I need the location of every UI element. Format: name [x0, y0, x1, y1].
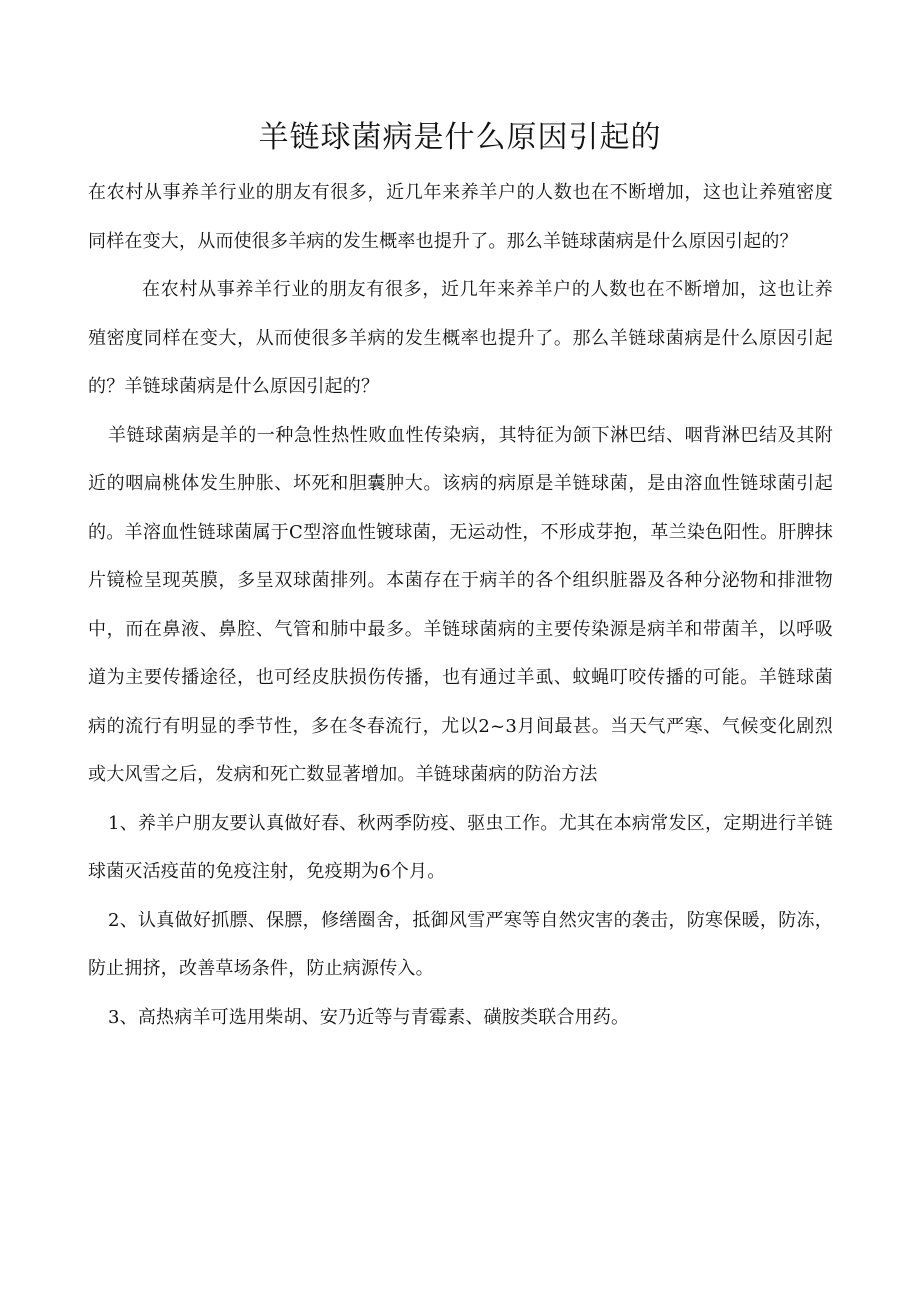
paragraph-intro: 在农村从事养羊行业的朋友有很多，近几年来养羊户的人数也在不断增加，这也让养殖密度同样在变大，从而使很多羊病的发生概率也提升了。那么羊链球菌病是什么原因引起的？: [88, 182, 833, 252]
paragraph-intro-repeat: 在农村从事养羊行业的朋友有很多，近几年来养羊户的人数也在不断增加，这也让养殖密度同样在变大，从而使很多羊病的发生概率也提升了。那么羊链球菌病是什么原因引起的？羊链球菌病是什么原因引起的？: [88, 279, 833, 397]
paragraph-disease-description: 羊链球菌病是羊的一种急性热性败血性传染病，其特征为颌下淋巴结、咽背淋巴结及其附近的咽扁桃体发生肿胀、坏死和胆囊肿大。该病的病原是羊链球菌，是由溶血性链球菌引起的。羊溶血性链球菌属于C型溶血性镀球菌，无运动性，不形成芽抱，革兰染色阳性。肝脾抹片镜检呈现英膜，多呈双球菌排列。本菌存在于病羊的各个组织脏器及各种分泌物和排泄物中，而在鼻液、鼻腔、气管和肺中最多。羊链球菌病的主要传染源是病羊和带菌羊，以呼吸道为主要传播途径，也可经皮肤损伤传播，也有通过羊虱、蚊蝇叮咬传播的可能。羊链球菌病的流行有明显的季节性，多在冬春流行，尤以2~3月间最甚。当天气严寒、气候变化剧烈或大风雪之后，发病和死亡数显著增加。羊链球菌病的防治方法: [88, 424, 833, 785]
paragraph-method-1: 1、养羊户朋友要认真做好春、秋两季防疫、驱虫工作。尤其在本病常发区，定期进行羊链球菌灭活疫苗的免疫注射，免疫期为6个月。: [88, 812, 833, 882]
paragraph-method-2: 2、认真做好抓膘、保膘，修缮圈舍，抵御风雪严寒等自然灾害的袭击，防寒保暖，防冻，防止拥挤，改善草场条件，防止病源传入。: [88, 909, 833, 979]
document-title: 羊链球菌病是什么原因引起的: [258, 120, 662, 155]
paragraph-method-3: 3、高热病羊可选用柴胡、安乃近等与青霉素、磺胺类联合用药。: [108, 1006, 630, 1028]
document-body: [88, 169, 833, 1042]
